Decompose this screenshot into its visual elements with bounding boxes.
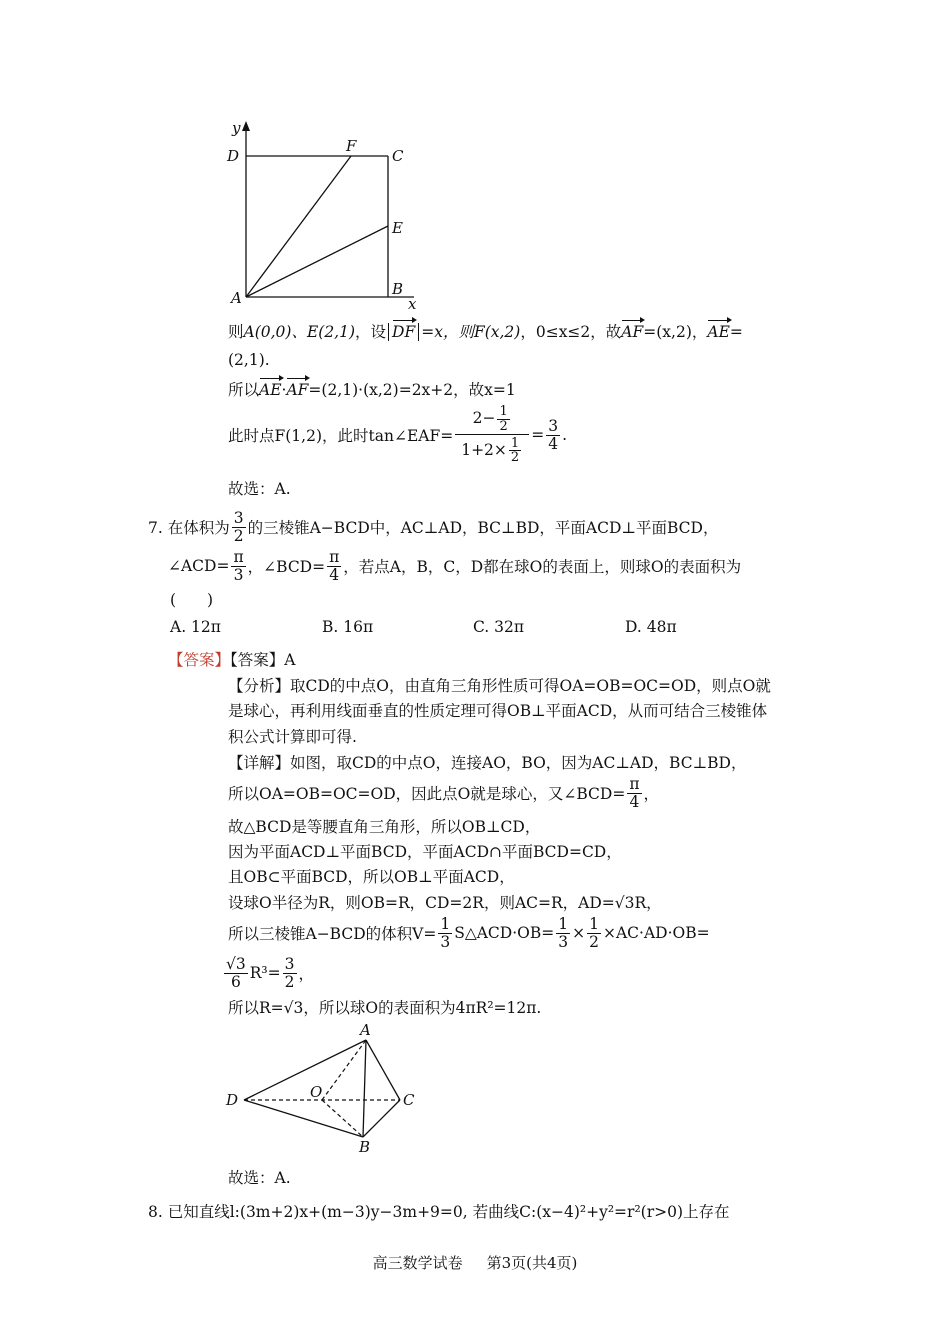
label-d: D [227,147,240,165]
q7-conclusion: 故选：A. [228,1169,291,1187]
detail-line-5: 且OB⊂平面BCD，所以OB⊥平面ACD， [228,868,515,886]
page-footer [0,1252,950,1273]
label-f: F [346,137,357,155]
tetra-label-c: C [403,1091,415,1109]
footer-page: 第3页(共4页) [486,1254,578,1272]
tetra-label-d: D [226,1091,239,1109]
vector-df: DF [392,323,416,341]
tetra-label-a: A [360,1021,371,1039]
detail-line-2: 所以OA=OB=OC=OD，因此点O就是球心，又∠BCD= $\frac{\pi}{4}$ ， [228,775,660,811]
q7-stem-line-3: ( ) [170,591,214,609]
vector-af: AF [621,323,644,341]
label-c: C [392,147,404,165]
vector-ae: AE [707,323,730,341]
footer-title: 高三数学试卷 [372,1254,463,1272]
q7-answer: 【答案】【答案】A [168,651,296,669]
q6-line-3: 所以AE·AF=(2,1)·(x,2)=2x+2，故x=1 [228,381,516,399]
detail-line-8: $\frac{√3}{6}$ R³= $\frac{3}{2}$ ， [226,955,315,991]
tetra-label-o: O [310,1083,323,1101]
detail-line-3: 故△BCD是等腰直角三角形，所以OB⊥CD， [228,818,541,836]
line-ae [246,226,388,297]
q7-stem-line-2: ∠ACD= $\frac{\pi}{3}$ ，∠BCD= $\frac{\pi}{4}$ ，若点A，B，C，D都在球O的表面上，则球O的表面积为 [168,548,742,584]
option-c[interactable]: C. 32π [473,618,525,636]
tetra-label-b: B [359,1138,371,1156]
axis-y-label: y [232,119,241,137]
axis-x-label: x [408,295,417,310]
square-diagram [222,115,422,310]
tetrahedron-diagram [222,1020,422,1160]
label-e: E [392,219,403,237]
q6-line-1: 则A(0,0)、E(2,1)，设 DF =x，则F(x,2)，0≤x≤2，故AF=(x,2)，AE= [228,323,743,341]
label-b: B [392,280,404,298]
option-a[interactable]: A. 12π [170,618,221,636]
option-d[interactable]: D. 48π [625,618,677,636]
tan-fraction: 2− $\frac{1}{2}$ 1+2× $\frac{1}{2}$ [455,405,529,465]
detail-line-4: 因为平面ACD⊥平面BCD，平面ACD∩平面BCD=CD， [228,843,622,861]
option-b[interactable]: B. 16π [322,618,374,636]
detail-line-7: 所以三棱锥A−BCD的体积V= $\frac{1}{3}$ S△ACD·OB= $\frac{1}{3}$ × $\frac{1}{2}$ ×AC·AD·OB= [228,915,710,951]
analysis-line-3: 积公式计算即可得. [228,728,357,746]
label-a: A [231,289,242,307]
q8-stem: 8. 已知直线l:(3m+2)x+(m−3)y−3m+9=0, 若曲线C:(x−4)²+y²=r²(r>0)上存在 [148,1203,730,1221]
analysis-line-2: 是球心，再利用线面垂直的性质定理可得OB⊥平面ACD，从而可结合三棱锥体 [228,702,768,720]
detail-line-6: 设球O半径为R，则OB=R，CD=2R，则AC=R，AD=√3R， [228,894,662,912]
q6-conclusion: 故选：A. [228,480,291,498]
detail-line-1: 【详解】如图，取CD的中点O，连接AO，BO，因为AC⊥AD，BC⊥BD， [228,754,747,772]
analysis-line-1: 【分析】取CD的中点O，由直角三角形性质可得OA=OB=OC=OD，则点O就 [228,677,771,695]
detail-line-9: 所以R=√3，所以球O的表面积为4πR²=12π. [228,999,542,1017]
square [246,156,388,297]
q6-line-4: 此时点F(1,2)，此时tan∠EAF= 2− $\frac{1}{2}$ 1+2× $\frac{1}{2}$ = $\frac{3}{4}$ . [228,404,567,466]
q6-line-2: (2,1). [228,351,270,369]
q7-stem-line-1: 7. 在体积为 $\frac{3}{2}$ 的三棱锥A−BCD中，AC⊥AD，BC⊥BD，平面ACD⊥平面BCD， [148,509,719,545]
line-af [246,156,351,297]
